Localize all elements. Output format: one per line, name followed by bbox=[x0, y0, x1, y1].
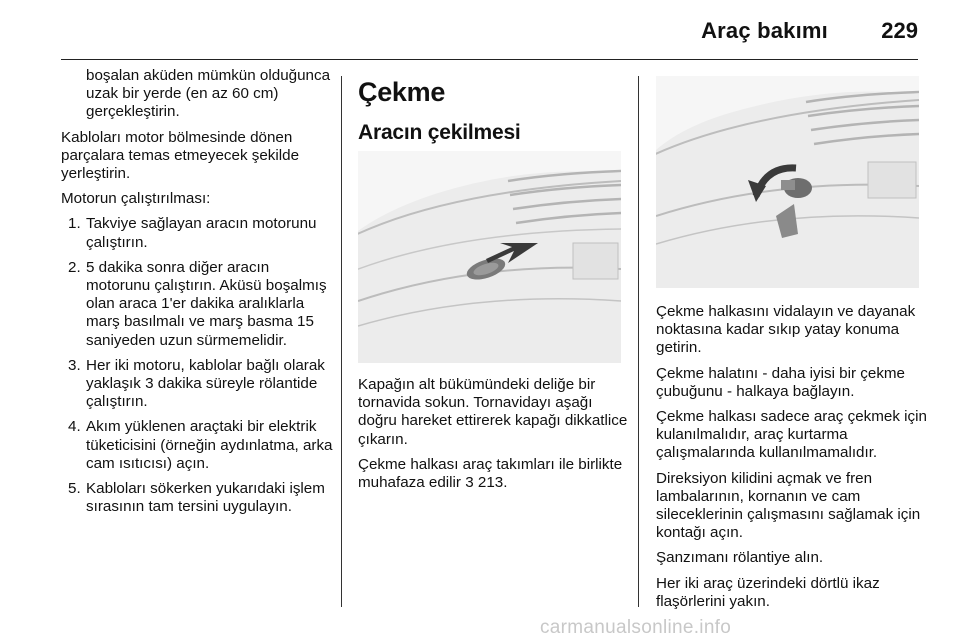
step-text: 5 dakika sonra diğer aracın motorunu çalıştırın. Aküsü boşalmış olan araca 1'er dakika aralıklarla marş basılmalı ve marş basma 15 saniyeden uzun sürmemelidir. bbox=[86, 258, 327, 349]
step-number: 3. bbox=[68, 356, 81, 374]
step-text: Akım yüklenen araçtaki bir elektrik tüketicisini (örneğin aydınlatma, arka cam ısıtıcısı) açın. bbox=[86, 418, 333, 472]
continuation-text: boşalan aküden mümkün olduğunca uzak bir yerde (en az 60 cm) gerçekleştirin. bbox=[86, 67, 331, 121]
page-reference-number[interactable]: 213. bbox=[473, 474, 508, 492]
step-text: Kabloları sökerken yukarıdaki işlem sırasının tam tersini uygulayın. bbox=[86, 480, 325, 516]
column-divider-left bbox=[341, 76, 342, 607]
paragraph-remove-cover: Kapağın alt bükümündeki deliğe bir tornavida sokun. Tornavidayı aşağı doğru hareket ettirerek kapağı dikkatlice çıkarın. bbox=[358, 376, 628, 448]
step-text: Takviye sağlayan aracın motorunu çalıştırın. bbox=[86, 215, 317, 251]
figure-cover-removal bbox=[358, 151, 621, 363]
paragraph-ignition-on: Direksiyon kilidini açmak ve fren lambalarının, kornanın ve cam sileceklerinin çalışmasını sağlamak için kontağı açın. bbox=[656, 469, 921, 542]
column-2-text bbox=[358, 376, 628, 499]
list-item bbox=[61, 215, 333, 251]
paragraph-cable-routing: Kabloları motor bölmesinde dönen parçalara temas etmeyecek şekilde yerleştirin. bbox=[61, 128, 300, 183]
paragraph-tow-eye-storage bbox=[358, 456, 628, 492]
step-number: 5. bbox=[68, 480, 81, 498]
column-2 bbox=[358, 76, 628, 147]
page-number: 229 bbox=[881, 18, 918, 43]
paragraph-tow-eye-usage: Çekme halkası sadece araç çekmek için kulanılmalıdır, araç kurtarma çalışmalarında kullanılmamalıdır. bbox=[656, 408, 927, 462]
list-item bbox=[61, 259, 333, 350]
list-item bbox=[61, 357, 333, 412]
paragraph-engine-start-intro: Motorun çalıştırılması: bbox=[61, 190, 211, 208]
paragraph-attach-rope: Çekme halatını - daha iyisi bir çekme çubuğunu - halkaya bağlayın. bbox=[656, 364, 906, 400]
watermark: carmanualsonline.info bbox=[540, 617, 732, 638]
paragraph-hazard-lights: Her iki araç üzerindeki dörtlü ikaz flaşörlerini yakın. bbox=[656, 574, 880, 610]
page-reference-icon: 3 bbox=[465, 474, 474, 492]
section-title: Çekme bbox=[358, 77, 446, 107]
engine-start-steps bbox=[61, 215, 333, 516]
list-item bbox=[61, 480, 333, 516]
step-text: Her iki motoru, kablolar bağlı olarak yaklaşık 3 dakika süreyle rölantide çalıştırın. bbox=[86, 356, 325, 411]
subsection-title: Aracın çekilmesi bbox=[358, 121, 521, 144]
step-number: 4. bbox=[68, 418, 81, 436]
figure-tow-eye-installation bbox=[656, 76, 919, 288]
column-1 bbox=[61, 67, 333, 523]
running-header-title: Araç bakımı bbox=[701, 18, 828, 43]
tow-eye-storage-text: Çekme halkası araç takımları ile birlikte muhafaza edilir bbox=[358, 455, 623, 492]
step-number: 2. bbox=[68, 258, 81, 276]
column-3-text bbox=[656, 303, 928, 618]
column-divider-right bbox=[638, 76, 639, 607]
paragraph-screw-tow-eye: Çekme halkasını vidalayın ve dayanak noktasına kadar sıkıp yatay konuma getirin. bbox=[656, 303, 916, 357]
list-item bbox=[61, 418, 333, 473]
paragraph-neutral: Şanzımanı rölantiye alın. bbox=[656, 549, 824, 567]
step-number: 1. bbox=[68, 215, 81, 233]
header-rule bbox=[61, 59, 918, 60]
